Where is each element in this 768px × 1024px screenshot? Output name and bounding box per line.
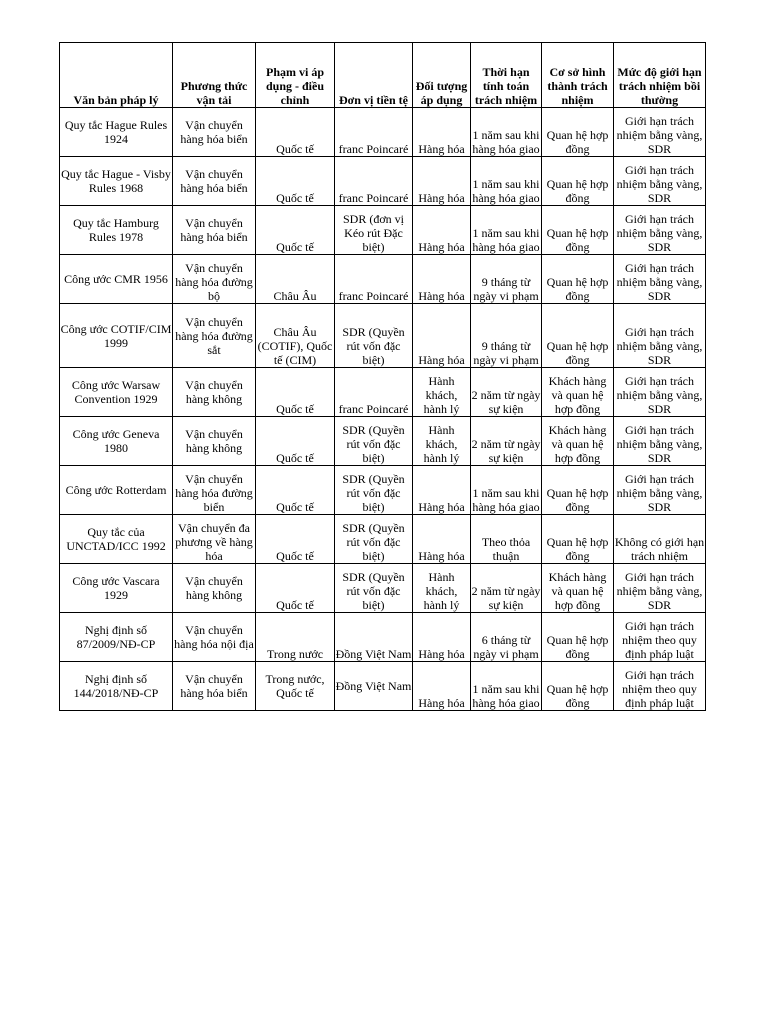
table-cell: Quan hệ hợp đồng [542,466,614,515]
table-cell: Vận chuyển hàng hóa đường biển [173,466,256,515]
table-cell: Quan hệ hợp đồng [542,108,614,157]
table-cell: Giới hạn trách nhiệm bằng vàng, SDR [614,466,706,515]
table-cell: Quốc tế [256,108,335,157]
table-row [60,417,706,466]
header-cell: Phạm vi áp dụng - điều chỉnh [256,43,335,108]
table-row [60,515,706,564]
table-cell: Vận chuyển hàng hóa đường bộ [173,255,256,304]
table-cell: Quốc tế [256,466,335,515]
table-cell: Đồng Việt Nam [335,613,413,662]
table-cell: Vận chuyển hàng không [173,564,256,613]
table-cell: franc Poincaré [335,255,413,304]
table-cell: Châu Âu [256,255,335,304]
table-row [60,662,706,711]
table-cell: Vận chuyển hàng hóa biển [173,662,256,711]
table-cell: Hàng hóa [413,304,471,368]
table-cell: SDR (Quyền rút vốn đặc biệt) [335,515,413,564]
table-cell: Quan hệ hợp đồng [542,157,614,206]
table-cell: Quan hệ hợp đồng [542,613,614,662]
table-cell: Vận chuyển hàng không [173,417,256,466]
table-cell: Quy tắc Hague Rules 1924 [60,108,173,157]
table-cell: Quy tắc Hamburg Rules 1978 [60,206,173,255]
table-row [60,368,706,417]
table-cell: 2 năm từ ngày sự kiện [471,564,542,613]
table-cell: Hàng hóa [413,613,471,662]
table-cell: Vận chuyển hàng hóa biển [173,108,256,157]
table-row [60,304,706,368]
header-cell: Đơn vị tiền tệ [335,43,413,108]
table-row [60,564,706,613]
table-cell: Giới hạn trách nhiệm bằng vàng, SDR [614,206,706,255]
table-cell: SDR (Quyền rút vốn đặc biệt) [335,564,413,613]
table-cell: 1 năm sau khi hàng hóa giao [471,108,542,157]
table-cell: Hàng hóa [413,466,471,515]
table-cell: 1 năm sau khi hàng hóa giao [471,662,542,711]
table-cell: Hàng hóa [413,662,471,711]
legal-comparison-table [59,42,706,711]
table-cell: franc Poincaré [335,108,413,157]
table-cell: Vận chuyển hàng hóa biển [173,206,256,255]
table-cell: Quan hệ hợp đồng [542,206,614,255]
table-cell: Quốc tế [256,564,335,613]
table-cell: Theo thỏa thuận [471,515,542,564]
table-cell: Hàng hóa [413,515,471,564]
table-cell: Giới hạn trách nhiệm bằng vàng, SDR [614,417,706,466]
table-cell: 9 tháng từ ngày vi phạm [471,304,542,368]
header-cell: Văn bản pháp lý [60,43,173,108]
table-cell: 9 tháng từ ngày vi phạm [471,255,542,304]
table-row [60,466,706,515]
table-cell: Trong nước [256,613,335,662]
table-cell: Hàng hóa [413,108,471,157]
table-cell: Quan hệ hợp đồng [542,515,614,564]
header-cell: Đối tượng áp dụng [413,43,471,108]
table-cell: 2 năm từ ngày sự kiện [471,368,542,417]
table-cell: Hàng hóa [413,157,471,206]
table-cell: Quốc tế [256,206,335,255]
table-cell: 1 năm sau khi hàng hóa giao [471,157,542,206]
table-cell: Công ước COTIF/CIM 1999 [60,304,173,368]
table-cell: Giới hạn trách nhiệm bằng vàng, SDR [614,157,706,206]
table-cell: Quan hệ hợp đồng [542,662,614,711]
header-cell: Thời hạn tính toán trách nhiệm [471,43,542,108]
table-cell: Vận chuyển hàng hóa nội địa [173,613,256,662]
table-cell: Quy tắc của UNCTAD/ICC 1992 [60,515,173,564]
table-cell: Giới hạn trách nhiệm theo quy định pháp luật [614,613,706,662]
table-cell: Vận chuyển đa phương về hàng hóa [173,515,256,564]
table-cell: franc Poincaré [335,157,413,206]
table-cell: SDR (Quyền rút vốn đặc biệt) [335,466,413,515]
header-row [60,43,706,108]
table-cell: Đồng Việt Nam [335,662,413,711]
header-cell: Phương thức vận tải [173,43,256,108]
table-cell: Công ước Vascara 1929 [60,564,173,613]
table-cell: Không có giới hạn trách nhiệm [614,515,706,564]
table-cell: Hàng hóa [413,206,471,255]
table-cell: Hành khách, hành lý [413,368,471,417]
table-cell: Nghị định số 144/2018/NĐ-CP [60,662,173,711]
table-cell: Khách hàng và quan hệ hợp đồng [542,417,614,466]
table-row [60,206,706,255]
table-cell: SDR (đơn vị Kéo rút Đặc biệt) [335,206,413,255]
table-cell: Quy tắc Hague - Visby Rules 1968 [60,157,173,206]
table-cell: SDR (Quyền rút vốn đặc biệt) [335,304,413,368]
table-row [60,613,706,662]
table-cell: Vận chuyển hàng hóa biển [173,157,256,206]
table-row [60,157,706,206]
table-cell: 2 năm từ ngày sự kiện [471,417,542,466]
table-cell: Trong nước, Quốc tế [256,662,335,711]
table-cell: Khách hàng và quan hệ hợp đồng [542,564,614,613]
table-cell: 6 tháng từ ngày vi phạm [471,613,542,662]
table-cell: Nghị định số 87/2009/NĐ-CP [60,613,173,662]
table-cell: Quốc tế [256,368,335,417]
table-cell: Công ước Warsaw Convention 1929 [60,368,173,417]
table-cell: Giới hạn trách nhiệm bằng vàng, SDR [614,368,706,417]
table-cell: Hành khách, hành lý [413,564,471,613]
table-row [60,255,706,304]
table-cell: Khách hàng và quan hệ hợp đồng [542,368,614,417]
table-cell: Giới hạn trách nhiệm bằng vàng, SDR [614,108,706,157]
table-cell: Hàng hóa [413,255,471,304]
table-cell: Giới hạn trách nhiệm bằng vàng, SDR [614,255,706,304]
table-cell: Giới hạn trách nhiệm bằng vàng, SDR [614,564,706,613]
table-cell: Quốc tế [256,515,335,564]
table-cell: Hành khách, hành lý [413,417,471,466]
table-cell: Công ước CMR 1956 [60,255,173,304]
table-cell: Vận chuyển hàng hóa đường sắt [173,304,256,368]
table-cell: Châu Âu (COTIF), Quốc tế (CIM) [256,304,335,368]
table-cell: Quốc tế [256,417,335,466]
table-cell: Quan hệ hợp đồng [542,255,614,304]
table-cell: Vận chuyển hàng không [173,368,256,417]
table-cell: 1 năm sau khi hàng hóa giao [471,466,542,515]
table-cell: Giới hạn trách nhiệm bằng vàng, SDR [614,304,706,368]
table-cell: Công ước Rotterdam [60,466,173,515]
header-cell: Mức độ giới hạn trách nhiệm bồi thường [614,43,706,108]
table-cell: SDR (Quyền rút vốn đặc biệt) [335,417,413,466]
table-row [60,108,706,157]
table-cell: Quan hệ hợp đồng [542,304,614,368]
table-cell: 1 năm sau khi hàng hóa giao [471,206,542,255]
header-cell: Cơ sở hình thành trách nhiệm [542,43,614,108]
table-cell: Công ước Geneva 1980 [60,417,173,466]
table-cell: Quốc tế [256,157,335,206]
table-cell: franc Poincaré [335,368,413,417]
table-cell: Giới hạn trách nhiệm theo quy định pháp luật [614,662,706,711]
